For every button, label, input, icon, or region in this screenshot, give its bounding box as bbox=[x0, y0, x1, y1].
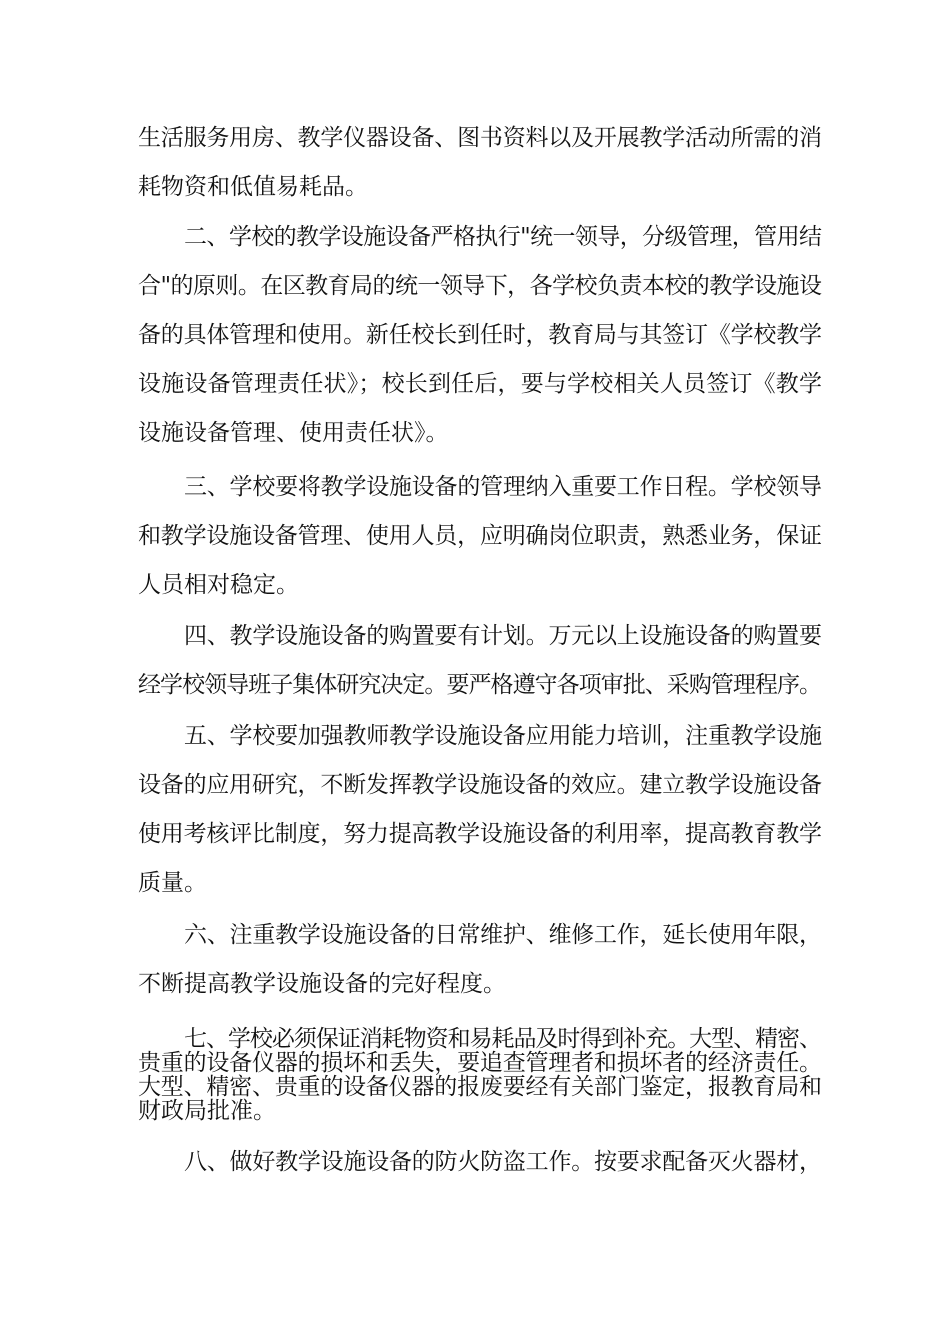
text-line: 贵重的设备仪器的损坏和丢失，要追查管理者和损坏者的经济责任。 bbox=[138, 1050, 822, 1076]
paragraph-8 bbox=[138, 1138, 822, 1187]
text-line: 大型、精密、贵重的设备仪器的报废要经有关部门鉴定，报教育局和 bbox=[138, 1074, 822, 1100]
text-line: 八、做好教学设施设备的防火防盗工作。按要求配备灭火器材， bbox=[184, 1149, 822, 1175]
paragraph-2 bbox=[138, 213, 822, 458]
text-line: 设施设备管理责任状》；校长到任后，要与学校相关人员签订《教学 bbox=[138, 371, 823, 397]
text-line: 备的具体管理和使用。新任校长到任时，教育局与其签订《学校教学 bbox=[138, 322, 822, 348]
paragraph-5 bbox=[138, 712, 822, 908]
text-line: 六、注重教学设施设备的日常维护、维修工作，延长使用年限， bbox=[184, 922, 822, 948]
text-line: 质量。 bbox=[138, 870, 207, 896]
text-line: 生活服务用房、教学仪器设备、图书资料以及开展教学活动所需的消 bbox=[138, 125, 822, 151]
text-line: 和教学设施设备管理、使用人员，应明确岗位职责，熟悉业务，保证 bbox=[138, 523, 822, 549]
text-line: 使用考核评比制度，努力提高教学设施设备的利用率，提高教育教学 bbox=[138, 821, 822, 847]
text-line: 合"的原则。在区教育局的统一领导下，各学校负责本校的教学设施设 bbox=[138, 273, 822, 299]
paragraph-6 bbox=[138, 911, 822, 1009]
paragraph-3 bbox=[138, 463, 822, 610]
text-line: 财政局批准。 bbox=[138, 1098, 276, 1124]
text-line: 经学校领导班子集体研究决定。要严格遵守各项审批、采购管理程序。 bbox=[138, 672, 822, 698]
paragraph-7 bbox=[138, 1027, 822, 1123]
text-line: 五、学校要加强教师教学设施设备应用能力培训，注重教学设施 bbox=[184, 723, 822, 749]
text-line: 设备的应用研究，不断发挥教学设施设备的效应。建立教学设施设备 bbox=[138, 772, 822, 798]
text-line: 三、学校要将教学设施设备的管理纳入重要工作日程。学校领导 bbox=[184, 474, 822, 500]
text-line: 二、学校的教学设施设备严格执行"统一领导，分级管理，管用结 bbox=[184, 224, 822, 250]
text-line: 四、教学设施设备的购置要有计划。万元以上设施设备的购置要 bbox=[184, 623, 822, 649]
paragraph-4 bbox=[138, 612, 822, 710]
text-line: 人员相对稳定。 bbox=[138, 572, 299, 598]
text-line: 七、学校必须保证消耗物资和易耗品及时得到补充。大型、精密、 bbox=[184, 1026, 821, 1052]
text-line: 不断提高教学设施设备的完好程度。 bbox=[138, 971, 506, 997]
paragraph-intro-continuation bbox=[138, 114, 822, 212]
text-line: 设施设备管理、使用责任状》。 bbox=[138, 420, 449, 446]
text-line: 耗物资和低值易耗品。 bbox=[138, 174, 368, 200]
